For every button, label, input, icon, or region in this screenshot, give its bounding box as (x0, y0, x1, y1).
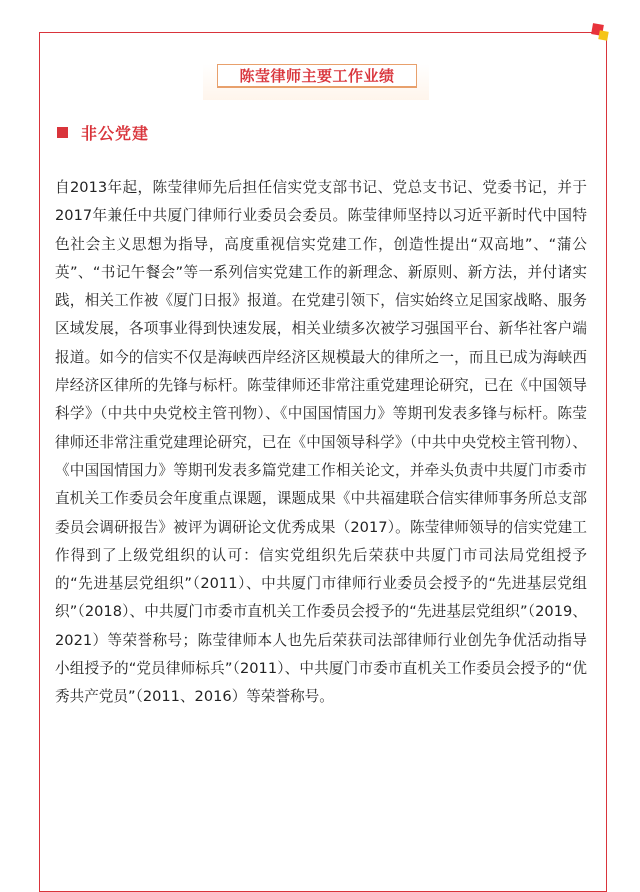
title-box (217, 64, 417, 88)
page-title: 陈莹律师主要工作业绩 (239, 67, 395, 85)
section-header (57, 120, 149, 144)
corner-decoration-icon (588, 22, 610, 44)
section-title: 非公党建 (81, 123, 150, 143)
square-bullet-icon (57, 127, 68, 138)
body-paragraph: 自2013年起，陈莹律师先后担任信实党支部书记、党总支书记、党委书记，并于2017年兼任中共厦门律师行业委员会委员。陈莹律师坚持以习近平新时代中国特色社会主义思想为指导，高度重视信实党建工作，创造性提出“双高地”、“蒲公英”、“书记午餐会”等一系列信实党建工作的新理念、新原则、新方法，并付诸实践，相关工作被《厦门日报》报道。在党建引领下，信实始终立足国家战略、服务区域发展，各项事业得到快速发展，相关业绩多次被学习强国平台、新华社客户端报道。如今的信实不仅是海峡西岸经济区规模最大的律所之一，而且已成为海峡西岸经济区律所的先锋与标杆。陈莹律师还非常注重党建理论研究，已在《中国领导科学》（中共中央党校主管刊物）、《中国国情国力》等期刊发表多锋与标杆。陈莹律师还非常注重党建理论研究，已在《中国领导科学》（中共中央党校主管刊物）、《中国国情国力》等期刊发表多篇党建工作相关论文，并牵头负责中共厦门市委市直机关工作委员会年度重点课题，课题成果《中共福建联合信实律师事务所总支部委员会调研报告》被评为调研论文优秀成果（2017）。陈莹律师领导的信实党建工作得到了上级党组织的认可：信实党组织先后荣获中共厦门市司法局党组授予的“先进基层党组织”（2011）、中共厦门市律师行业委员会授予的“先进基层党组织”（2018）、中共厦门市委市直机关工作委员会授予的“先进基层党组织”（2019、2021）等荣誉称号；陈莹律师本人也先后荣获司法部律师行业创先争优活动指导小组授予的“党员律师标兵”（2011）、中共厦门市委市直机关工作委员会授予的“优秀共产党员”（2011、2016）等荣誉称号。 (55, 179, 587, 706)
